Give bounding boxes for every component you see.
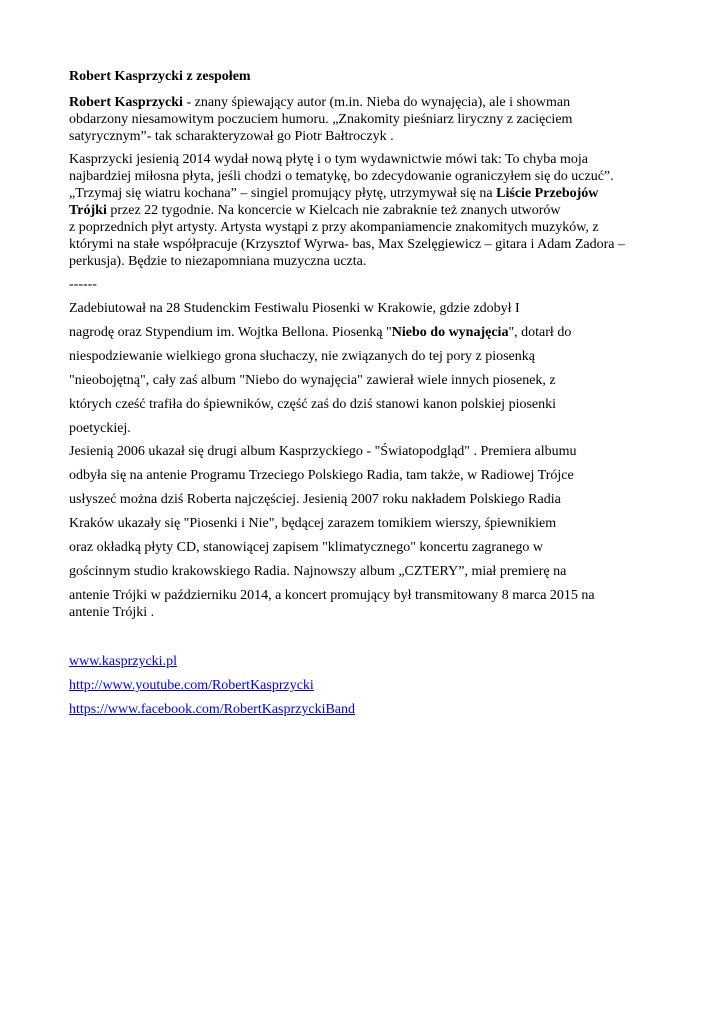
link-item <box>69 677 314 694</box>
debut-line-1: Zadebiutował na 28 Studenckim Festiwalu Piosenki w Krakowie, gdzie zdobył I <box>69 301 520 316</box>
facebook-link[interactable]: https://www.facebook.com/RobertKasprzyckiBand <box>69 702 356 717</box>
album-line-6: którymi na stałe współpracuje (Krzysztof Wyrwa- bas, Max Szelęgiewicz – gitara i Adam Zadora – <box>69 237 625 252</box>
second-album-line-1: Jesienią 2006 ukazał się drugi album Kasprzyckiego - "Światopodgląd" . Premiera albumu <box>69 444 577 459</box>
debut-line-3: niespodziewanie wielkiego grona słuchaczy, nie związanych do tej pory z piosenką <box>69 349 535 364</box>
album-line-7: perkusja). Będzie to niezapomniana muzyczna uczta. <box>69 254 367 269</box>
second-album-line-7: antenie Trójki w październiku 2014, a koncert promujący był transmitowany 8 marca 2015 na <box>69 588 595 603</box>
debut-line-2: nagrodę oraz Stypendium im. Wojtka Bellona. Piosenką "Niebo do wynajęcia", dotarł do <box>69 325 572 340</box>
album-line-1: Kasprzycki jesienią 2014 wydał nową płytę i o tym wydawnictwie mówi tak: To chyba moja <box>69 152 588 167</box>
youtube-link[interactable]: http://www.youtube.com/RobertKasprzycki <box>69 678 314 693</box>
second-album-line-3: usłyszeć można dziś Roberta najczęściej. Jesienią 2007 roku nakładem Polskiego Radia <box>69 492 561 507</box>
intro-line-1: Robert Kasprzycki - znany śpiewający autor (m.in. Nieba do wynajęcia), ale i showman <box>69 95 571 110</box>
album-line-2: najbardziej miłosna płyta, jeśli chodzi o tematykę, bo zdecydowanie ograniczyłem się do uczuć”. <box>69 169 614 184</box>
separator: ------ <box>69 277 97 292</box>
link-item <box>69 701 355 718</box>
album-line-3: „Trzymaj się wiatru kochana” – singiel promujący płytę, utrzymywał się na Liście Przebojów <box>69 186 599 201</box>
chart-name-bold-2: Trójki <box>69 203 107 218</box>
debut-line-4: "nieobojętną", cały zaś album "Niebo do wynajęcia" zawierał wiele innych piosenek, z <box>69 373 556 388</box>
debut-line-5: których cześć trafiła do śpiewników, część zaś do dziś stanowi kanon polskiej piosenki <box>69 397 557 412</box>
second-album-line-4: Kraków ukazały się "Piosenki i Nie", będącej zarazem tomikiem wierszy, śpiewnikiem <box>69 516 557 531</box>
album-line-4: Trójki przez 22 tygodnie. Na koncercie w Kielcach nie zabraknie też znanych utworów <box>69 203 561 218</box>
intro-line-2: obdarzony niesamowitym poczuciem humoru. „Znakomity pieśniarz liryczny z zacięciem <box>69 112 573 127</box>
second-album-line-5: oraz okładką płyty CD, stanowiącej zapisem "klimatycznego" koncertu zagranego w <box>69 540 544 555</box>
website-link[interactable]: www.kasprzycki.pl <box>69 654 177 669</box>
album-line-5: z poprzednich płyt artysty. Artysta wystąpi z przy akompaniamencie znakomitych muzyków, z <box>69 220 599 235</box>
second-album-line-6: gościnnym studio krakowskiego Radia. Najnowszy album „CZTERY”, miał premierę na <box>69 564 567 579</box>
second-album-line-2: odbyła się na antenie Programu Trzeciego Polskiego Radia, tam także, w Radiowej Trójce <box>69 468 574 483</box>
artist-name: Robert Kasprzycki <box>69 95 183 110</box>
chart-name-bold: Liście Przebojów <box>496 186 599 201</box>
debut-line-6: poetyckiej. <box>69 421 131 436</box>
document-title: Robert Kasprzycki z zespołem <box>69 69 251 84</box>
second-album-line-8: antenie Trójki . <box>69 605 155 620</box>
intro-line-3: satyrycznym”- tak scharakteryzował go Piotr Bałtroczyk . <box>69 129 394 144</box>
song-title-bold: Niebo do wynajęcia <box>391 325 509 340</box>
link-item <box>69 653 177 670</box>
